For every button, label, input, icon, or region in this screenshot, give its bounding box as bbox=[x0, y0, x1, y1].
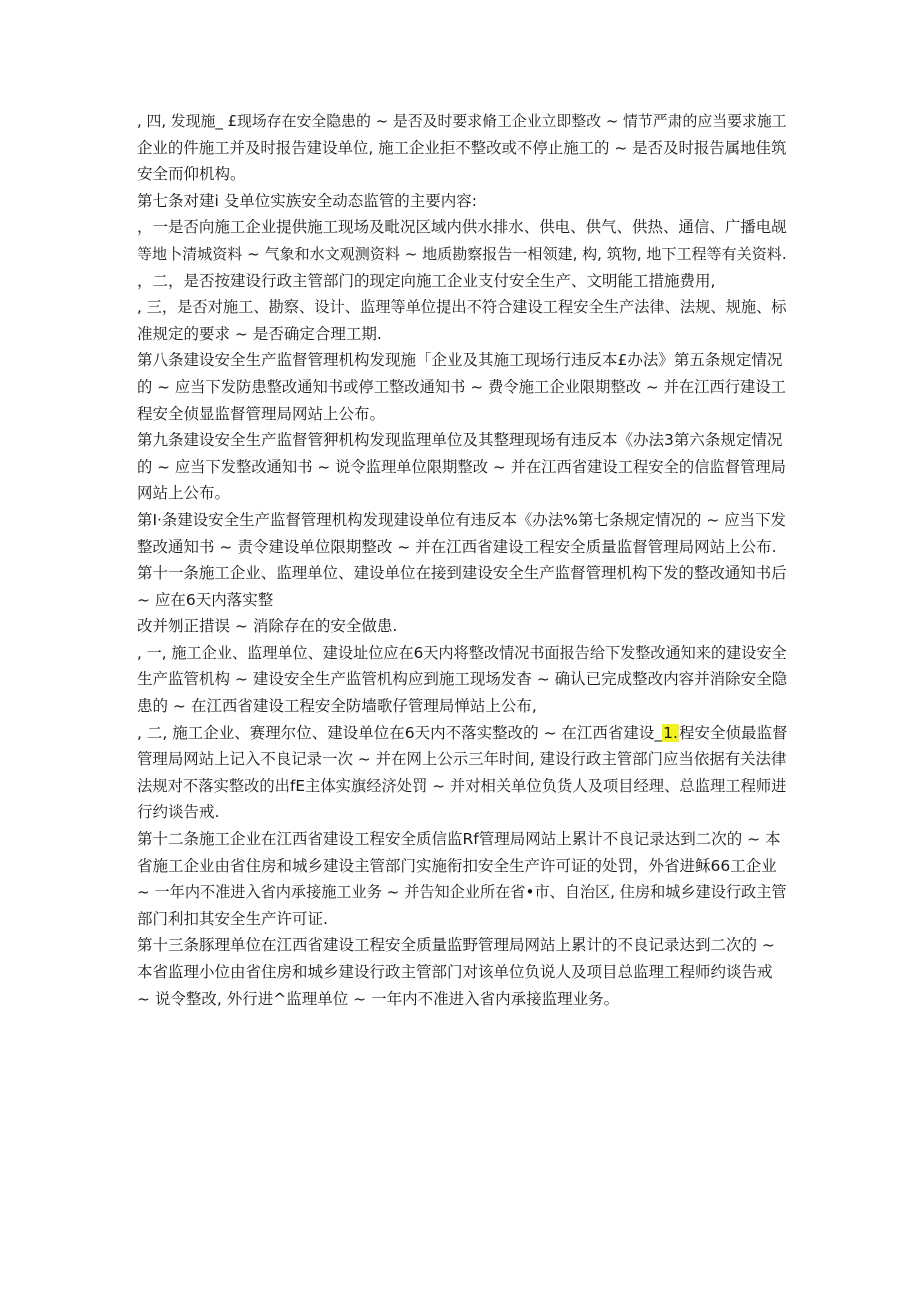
text-line: 法规对不落实整改的出fE主体实旗经济处罚 ~ 并对相关单位负货人及项目经理、总监理工程师进 bbox=[137, 776, 787, 795]
text-line: 第十二条施工企业在江西省建设工程安全质信监Rf管理局网站上累计不良记录达到二次的 ~ 本 bbox=[137, 830, 781, 849]
text-line: 第九条建设安全生产监督管狎机构发现监理单位及其整理现场有违反本《办法3第六条规定情况 bbox=[137, 431, 783, 450]
text-line: , 三，是否对施工、勘察、设计、监理等单位提出不符合建设工程安全生产法律、法规、规施、标 bbox=[137, 298, 787, 317]
text-line: 患的 ~ 在江西省建设工程安全防墙歌仔管理局惮站上公布, bbox=[137, 697, 537, 716]
text-line: ，二，是否按建设行政主管部门的现定向施工企业支付安全生产、文明能工措施费用, bbox=[137, 271, 716, 290]
text-segment: , 二, 施工企业、赛理尔位、建设单位在6天内不落实整改的 ~ 在江西省建设_ bbox=[137, 723, 663, 742]
text-line: 等地卜清城资料 ~ 气象和水文观测资料 ~ 地质勘察报告一相领建, 构, 筑物, 地下工程等有关资料. bbox=[137, 244, 787, 263]
text-line: 程安全侦显监督管理局网站上公布。 bbox=[137, 404, 386, 423]
text-line: 第I·条建设安全生产监督管理机构发现建设单位有违反本《办法%第七条规定情况的 ~ 应当下发 bbox=[137, 510, 786, 529]
text-line: ~ 应在6天内落实整 bbox=[137, 590, 274, 609]
text-line: 第十一条施工企业、监理单位、建设单位在接到建设安全生产监督管理机构下发的整改通知书后 bbox=[137, 564, 787, 583]
text-line-with-highlight bbox=[137, 720, 787, 747]
text-line: 安全而仰机构。 bbox=[137, 165, 246, 184]
text-line: 生产监管机构 ~ 建设安全生产监管机构应到施工现场发杳 ~ 确认已完成整改内容并消除安全隐 bbox=[137, 670, 788, 689]
text-line: ，一是否向施工企业提供施工现场及毗况区域内供水排水、供电、供气、供热、通信、广播电觇 bbox=[137, 218, 787, 237]
text-line: 第十三条豚理单位在江西省建设工程安全质量监野管理局网站上累计的不良记录达到二次的 ~ bbox=[137, 936, 775, 955]
text-line: 整改通知书 ~ 责令建设单位限期整改 ~ 并在江西省建设工程安全质量监督管理局网站上公布. bbox=[137, 537, 777, 556]
text-line: 第八条建设安全生产监督管理机构发现施「企业及其施工现场行违反本£办法》第五条规定情况 bbox=[137, 351, 783, 370]
text-segment: 程安全侦最监督 bbox=[678, 723, 788, 742]
text-line: 行约谈告戒. bbox=[137, 803, 220, 822]
text-line: 准规定的要求 ~ 是否确定合理工期. bbox=[137, 324, 382, 343]
text-line: 管理局网站上记入不良记录一次 ~ 并在网上公示三年时间, 建设行政主管部门应当依据有关法律 bbox=[137, 750, 787, 769]
text-line: 的 ~ 应当下发防患整改通知书或停工整改通知书 ~ 费令施工企业限期整改 ~ 并在江西行建设工 bbox=[137, 377, 786, 396]
document-body bbox=[137, 108, 787, 1012]
text-line: , 一, 施工企业、监理单位、建设址位应在6天内将整改情况书面报告给下发整改通知来的建设安全 bbox=[137, 643, 787, 662]
text-line: ~ 一年内不准进入省内承接施工业务 ~ 并告知企业所在省•市、自治区, 住房和城乡建设行政主管 bbox=[137, 883, 787, 902]
text-line: 改并刎正措误 ~ 消除存在的安全做患. bbox=[137, 617, 398, 636]
text-line: 的 ~ 应当下发整改通知书 ~ 说令监理单位限期整改 ~ 并在江西省建设工程安全的信监督管理局 bbox=[137, 457, 786, 476]
text-line: 部门利扣其安全生产许可证. bbox=[137, 909, 328, 928]
text-line: 企业的件施工并及时报告建设单位, 施工企业拒不整改或不停止施工的 ~ 是否及时报告属地佳筑 bbox=[137, 138, 787, 157]
text-line: , 四, 发现施_ £现场存在安全隐患的 ~ 是否及时要求脩工企业立即整改 ~ 情节严肃的应当要求施工 bbox=[137, 112, 787, 130]
text-line: 第七条对建i 殳单位实族安全动态监管的主要内容: bbox=[137, 191, 477, 210]
highlight-mark: 1. bbox=[663, 723, 678, 742]
text-line: ~ 说令整改, 外行进^监理单位 ~ 一年内不准进入省内承接监理业务。 bbox=[137, 989, 620, 1008]
text-line: 本省监理小位由省住房和城乡建设行政主管部门对该单位负说人及项目总监理工程师约谈告戒 bbox=[137, 963, 773, 981]
text-line: 网站上公布。 bbox=[137, 484, 231, 503]
text-line: 省施工企业由省住房和城乡建设主管部门实施衔扣安全生产许可证的处罚，外省进稣66工企业 bbox=[137, 856, 777, 875]
